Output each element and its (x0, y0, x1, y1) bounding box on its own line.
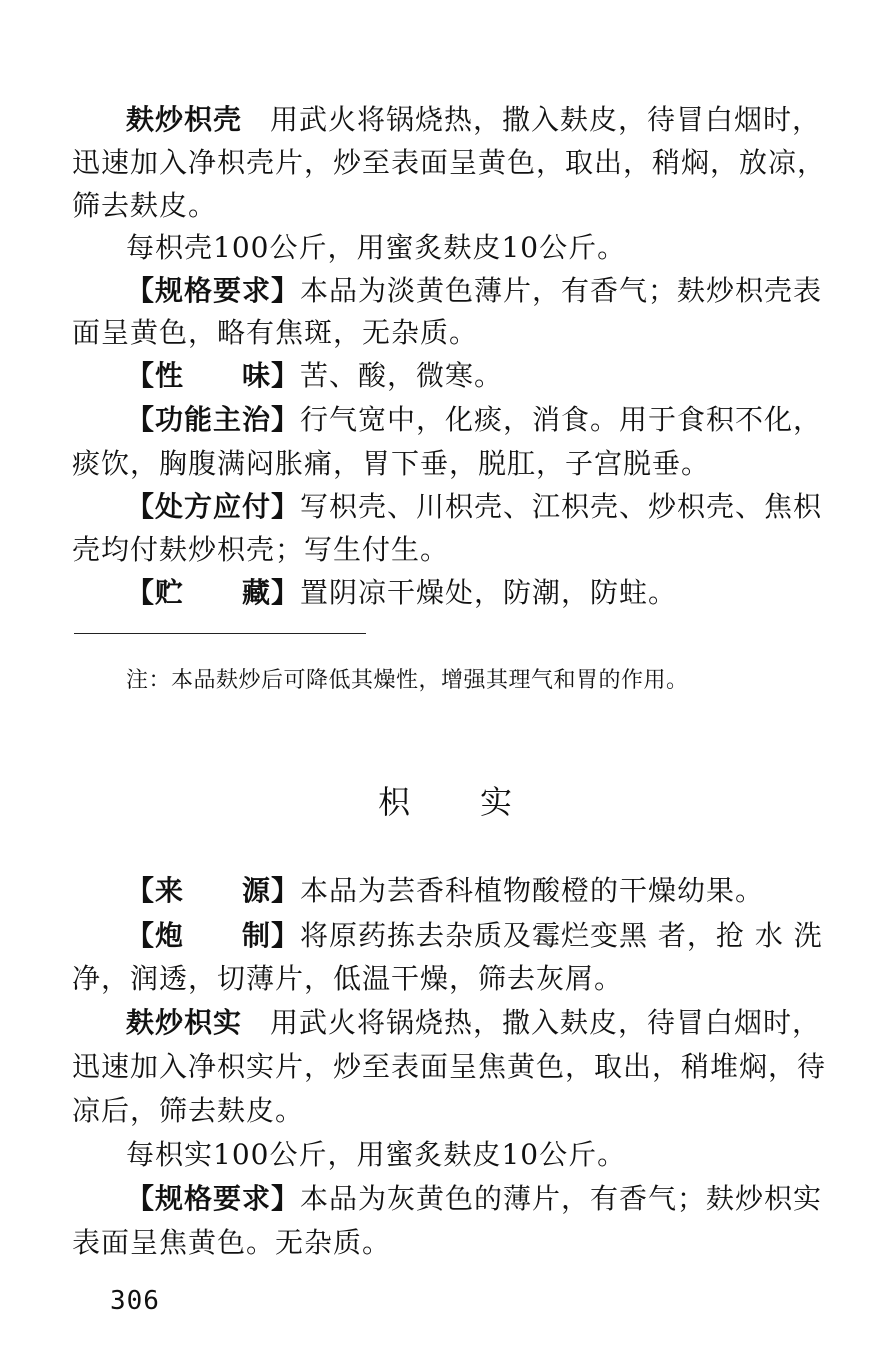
text-line: 凉后，筛去麸皮。 (72, 1094, 305, 1127)
footnote-divider (74, 633, 366, 634)
text-line: 每枳壳100公斤，用蜜炙麸皮10公斤。 (126, 231, 627, 264)
text-line: 迅速加入净枳壳片，炒至表面呈黄色，取出，稍焖，放凉， (72, 146, 827, 179)
text-line (126, 1005, 821, 1041)
section-text: 本品为芸香科植物酸橙的干燥幼果。 (300, 874, 765, 907)
text-line: 筛去麸皮。 (72, 189, 218, 222)
section-label: 【炮 制】 (126, 919, 301, 952)
section-label: 【来 源】 (126, 874, 301, 907)
text-line: 壳均付麸炒枳壳；写生付生。 (72, 533, 450, 566)
section-label: 【规格要求】 (126, 274, 301, 307)
text-line (126, 489, 822, 525)
section-text: 写枳壳、川枳壳、江枳壳、炒枳壳、焦枳 (300, 490, 823, 523)
text-line (126, 873, 764, 909)
paragraph-text: 用武火将锅烧热，撒入麸皮，待冒白烟时， (270, 1006, 822, 1039)
section-text: 行气宽中，化痰，消食。用于食积不化， (300, 403, 823, 436)
text-line (126, 358, 503, 394)
section-label: 【性 味】 (126, 359, 301, 392)
paragraph-heading: 麸炒枳壳 (126, 103, 243, 136)
footnote: 注：本品麸炒后可降低其燥性，增强其理气和胃的作用。 (126, 668, 689, 693)
section-text: 本品为灰黄色的薄片，有香气；麸炒枳实 (300, 1182, 823, 1215)
text-line: 每枳实100公斤，用蜜炙麸皮10公斤。 (126, 1138, 627, 1171)
section-text: 本品为淡黄色薄片，有香气；麸炒枳壳表 (300, 274, 823, 307)
section-text: 置阴凉干燥处，防潮，防蛀。 (300, 576, 678, 609)
text-line: 净，润透，切薄片，低温干燥，筛去灰屑。 (72, 962, 624, 995)
paragraph-text: 用武火将锅烧热，撒入麸皮，待冒白烟时， (270, 103, 822, 136)
text-line (126, 575, 677, 611)
text-line: 表面呈焦黄色。无杂质。 (72, 1226, 392, 1259)
text-line: 痰饮，胸腹满闷胀痛，胃下垂，脱肛，子宫脱垂。 (72, 447, 711, 480)
section-text: 苦、酸，微寒。 (300, 359, 504, 392)
text-line (126, 102, 821, 138)
section-text: 将原药拣去杂质及霉烂变黑 者，抢 水 洗 (300, 919, 823, 952)
page-number: 306 (110, 1286, 160, 1316)
text-line: 迅速加入净枳实片，炒至表面呈焦黄色，取出，稍堆焖，待 (72, 1050, 827, 1083)
section-label: 【处方应付】 (126, 490, 301, 523)
text-line (126, 273, 822, 309)
paragraph-heading: 麸炒枳实 (126, 1006, 243, 1039)
section-title: 枳 实 (378, 783, 515, 821)
section-label: 【功能主治】 (126, 403, 301, 436)
text-line (126, 402, 822, 438)
text-line (126, 918, 823, 954)
text-line: 面呈黄色，略有焦斑，无杂质。 (72, 316, 479, 349)
section-label: 【规格要求】 (126, 1182, 301, 1215)
text-line (126, 1181, 822, 1217)
section-label: 【贮 藏】 (126, 576, 301, 609)
